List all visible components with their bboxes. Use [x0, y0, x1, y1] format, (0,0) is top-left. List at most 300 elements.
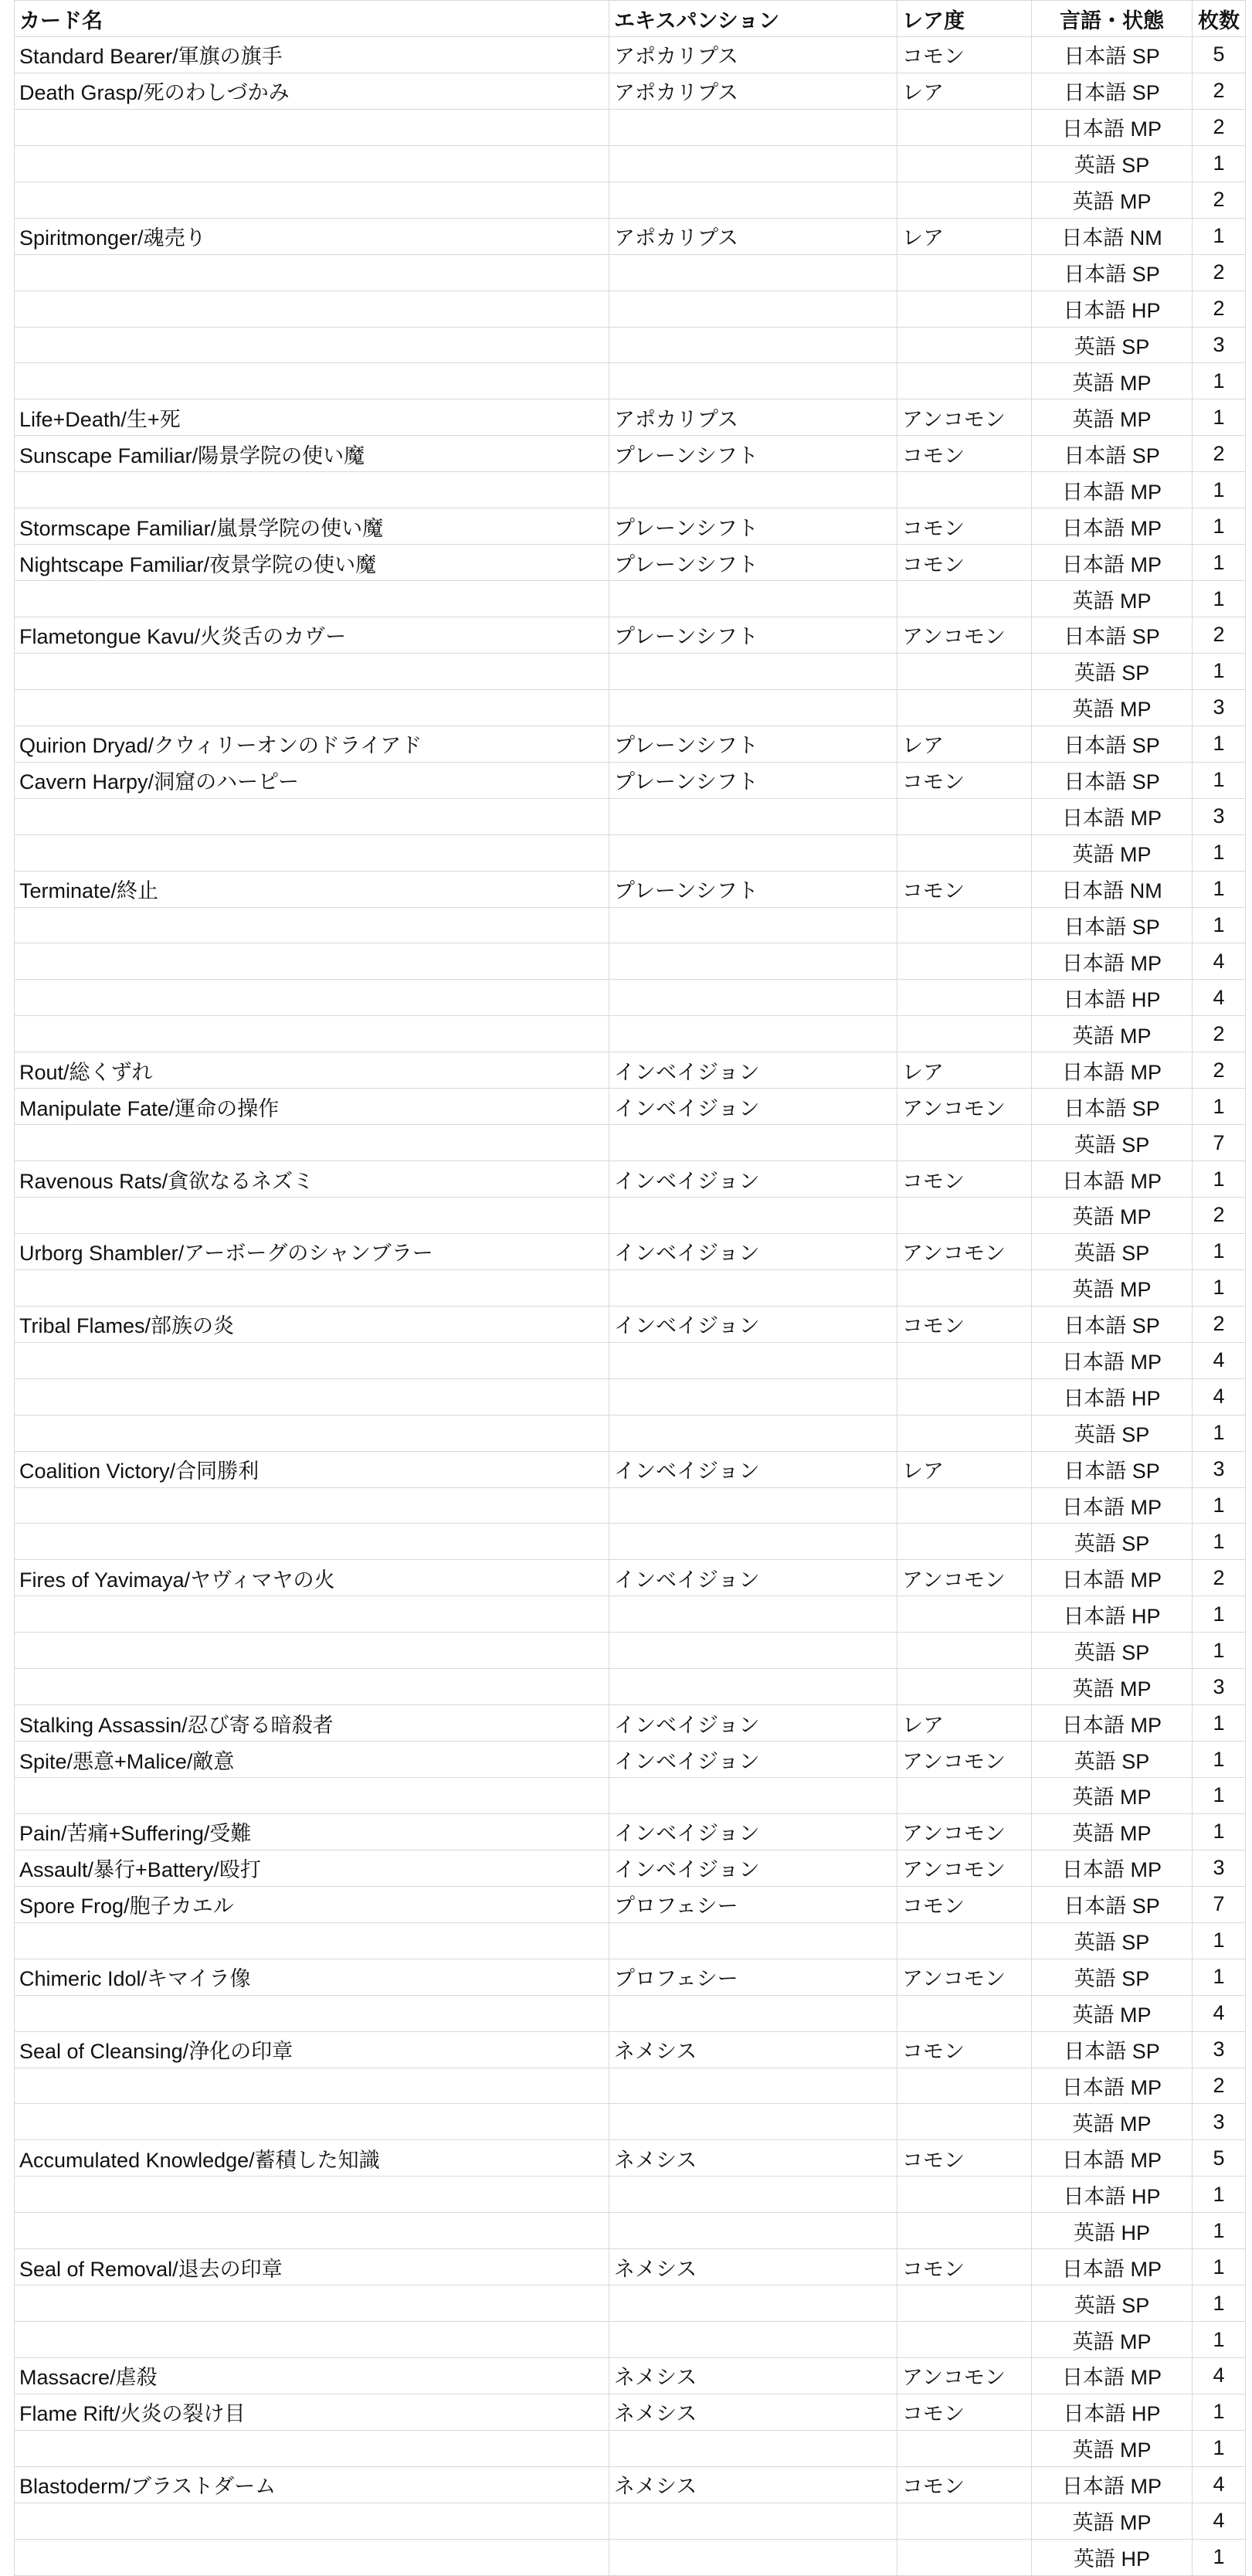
expansion-cell[interactable]: インベイジョン: [609, 1850, 897, 1886]
expansion-cell[interactable]: ネメシス: [609, 2249, 897, 2285]
card-name-cell[interactable]: [15, 798, 609, 834]
quantity-cell[interactable]: 1: [1193, 2430, 1246, 2466]
quantity-cell[interactable]: 1: [1193, 1487, 1246, 1524]
quantity-cell[interactable]: 3: [1193, 1451, 1246, 1487]
expansion-cell[interactable]: [609, 363, 897, 399]
rarity-cell[interactable]: [897, 254, 1032, 291]
expansion-cell[interactable]: [609, 1778, 897, 1814]
expansion-cell[interactable]: [609, 291, 897, 327]
expansion-cell[interactable]: プレーンシフト: [609, 545, 897, 581]
expansion-cell[interactable]: プレーンシフト: [609, 726, 897, 762]
expansion-cell[interactable]: インベイジョン: [609, 1705, 897, 1742]
quantity-cell[interactable]: 2: [1193, 1198, 1246, 1234]
card-name-cell[interactable]: [15, 182, 609, 218]
quantity-cell[interactable]: 4: [1193, 1342, 1246, 1378]
card-name-cell[interactable]: Life+Death/生+死: [15, 399, 609, 436]
quantity-cell[interactable]: 3: [1193, 689, 1246, 726]
quantity-cell[interactable]: 1: [1193, 1233, 1246, 1269]
language-condition-cell[interactable]: 日本語 SP: [1032, 73, 1193, 109]
rarity-cell[interactable]: [897, 1342, 1032, 1378]
card-name-cell[interactable]: [15, 581, 609, 617]
expansion-cell[interactable]: [609, 2177, 897, 2213]
card-name-cell[interactable]: [15, 1633, 609, 1669]
language-condition-cell[interactable]: 日本語 SP: [1032, 726, 1193, 762]
rarity-cell[interactable]: [897, 2068, 1032, 2104]
expansion-cell[interactable]: インベイジョン: [609, 1233, 897, 1269]
card-name-cell[interactable]: [15, 1778, 609, 1814]
language-condition-cell[interactable]: 英語 SP: [1032, 145, 1193, 182]
expansion-cell[interactable]: インベイジョン: [609, 1560, 897, 1596]
expansion-cell[interactable]: [609, 980, 897, 1016]
rarity-cell[interactable]: [897, 1125, 1032, 1161]
language-condition-cell[interactable]: 英語 MP: [1032, 2503, 1193, 2539]
expansion-cell[interactable]: [609, 834, 897, 871]
rarity-cell[interactable]: アンコモン: [897, 617, 1032, 654]
quantity-cell[interactable]: 4: [1193, 1995, 1246, 2031]
rarity-cell[interactable]: [897, 834, 1032, 871]
rarity-cell[interactable]: [897, 2503, 1032, 2539]
quantity-cell[interactable]: 2: [1193, 182, 1246, 218]
rarity-cell[interactable]: [897, 327, 1032, 363]
rarity-cell[interactable]: コモン: [897, 37, 1032, 73]
language-condition-cell[interactable]: 英語 SP: [1032, 1742, 1193, 1778]
quantity-cell[interactable]: 3: [1193, 798, 1246, 834]
rarity-cell[interactable]: [897, 1415, 1032, 1451]
expansion-cell[interactable]: [609, 1487, 897, 1524]
rarity-cell[interactable]: レア: [897, 1451, 1032, 1487]
card-name-cell[interactable]: Death Grasp/死のわしづかみ: [15, 73, 609, 109]
rarity-cell[interactable]: レア: [897, 218, 1032, 254]
quantity-cell[interactable]: 4: [1193, 980, 1246, 1016]
rarity-cell[interactable]: コモン: [897, 762, 1032, 798]
expansion-cell[interactable]: [609, 2503, 897, 2539]
rarity-cell[interactable]: [897, 1633, 1032, 1669]
quantity-cell[interactable]: 1: [1193, 907, 1246, 943]
language-condition-cell[interactable]: 英語 SP: [1032, 1233, 1193, 1269]
language-condition-cell[interactable]: 英語 MP: [1032, 2104, 1193, 2140]
card-name-cell[interactable]: [15, 254, 609, 291]
quantity-cell[interactable]: 1: [1193, 218, 1246, 254]
rarity-cell[interactable]: [897, 1198, 1032, 1234]
language-condition-cell[interactable]: 日本語 SP: [1032, 617, 1193, 654]
language-condition-cell[interactable]: 英語 SP: [1032, 653, 1193, 689]
card-name-cell[interactable]: [15, 1378, 609, 1415]
language-condition-cell[interactable]: 日本語 MP: [1032, 1052, 1193, 1089]
card-name-cell[interactable]: [15, 109, 609, 145]
language-condition-cell[interactable]: 日本語 MP: [1032, 1560, 1193, 1596]
language-condition-cell[interactable]: 英語 SP: [1032, 1633, 1193, 1669]
language-condition-cell[interactable]: 英語 MP: [1032, 1016, 1193, 1052]
expansion-cell[interactable]: [609, 1995, 897, 2031]
rarity-cell[interactable]: コモン: [897, 2394, 1032, 2430]
expansion-cell[interactable]: [609, 1415, 897, 1451]
language-condition-cell[interactable]: 英語 MP: [1032, 182, 1193, 218]
expansion-cell[interactable]: プレーンシフト: [609, 871, 897, 907]
expansion-cell[interactable]: [609, 1669, 897, 1705]
quantity-cell[interactable]: 1: [1193, 762, 1246, 798]
rarity-cell[interactable]: アンコモン: [897, 399, 1032, 436]
rarity-cell[interactable]: [897, 943, 1032, 980]
language-condition-cell[interactable]: 日本語 MP: [1032, 2249, 1193, 2285]
rarity-cell[interactable]: [897, 1778, 1032, 1814]
card-name-cell[interactable]: [15, 1596, 609, 1633]
expansion-cell[interactable]: [609, 1342, 897, 1378]
card-name-cell[interactable]: Seal of Removal/退去の印章: [15, 2249, 609, 2285]
language-condition-cell[interactable]: 英語 SP: [1032, 1959, 1193, 1995]
card-name-cell[interactable]: Ravenous Rats/貪欲なるネズミ: [15, 1161, 609, 1198]
quantity-cell[interactable]: 1: [1193, 1269, 1246, 1306]
rarity-cell[interactable]: [897, 2177, 1032, 2213]
rarity-cell[interactable]: アンコモン: [897, 1813, 1032, 1850]
expansion-cell[interactable]: [609, 254, 897, 291]
card-name-cell[interactable]: [15, 1198, 609, 1234]
rarity-cell[interactable]: [897, 291, 1032, 327]
language-condition-cell[interactable]: 英語 MP: [1032, 1995, 1193, 2031]
card-name-cell[interactable]: Fires of Yavimaya/ヤヴィマヤの火: [15, 1560, 609, 1596]
language-condition-cell[interactable]: 英語 MP: [1032, 689, 1193, 726]
rarity-cell[interactable]: アンコモン: [897, 1742, 1032, 1778]
rarity-cell[interactable]: アンコモン: [897, 1959, 1032, 1995]
expansion-cell[interactable]: ネメシス: [609, 2394, 897, 2430]
rarity-cell[interactable]: コモン: [897, 1306, 1032, 1342]
quantity-cell[interactable]: 2: [1193, 254, 1246, 291]
language-condition-cell[interactable]: 日本語 MP: [1032, 943, 1193, 980]
rarity-cell[interactable]: [897, 145, 1032, 182]
rarity-cell[interactable]: コモン: [897, 545, 1032, 581]
card-name-cell[interactable]: [15, 291, 609, 327]
quantity-cell[interactable]: 1: [1193, 1524, 1246, 1560]
rarity-cell[interactable]: [897, 1669, 1032, 1705]
language-condition-cell[interactable]: 日本語 SP: [1032, 1886, 1193, 1922]
expansion-cell[interactable]: [609, 1633, 897, 1669]
card-name-cell[interactable]: Standard Bearer/軍旗の旗手: [15, 37, 609, 73]
quantity-cell[interactable]: 2: [1193, 2068, 1246, 2104]
expansion-cell[interactable]: [609, 145, 897, 182]
rarity-cell[interactable]: [897, 2539, 1032, 2575]
card-name-cell[interactable]: Stormscape Familiar/嵐景学院の使い魔: [15, 508, 609, 545]
card-name-cell[interactable]: Massacre/虐殺: [15, 2358, 609, 2394]
expansion-cell[interactable]: インベイジョン: [609, 1089, 897, 1125]
quantity-cell[interactable]: 4: [1193, 2466, 1246, 2503]
expansion-cell[interactable]: [609, 2539, 897, 2575]
rarity-cell[interactable]: コモン: [897, 2140, 1032, 2177]
language-condition-cell[interactable]: 日本語 MP: [1032, 2068, 1193, 2104]
quantity-cell[interactable]: 4: [1193, 943, 1246, 980]
expansion-cell[interactable]: [609, 109, 897, 145]
card-name-cell[interactable]: [15, 2539, 609, 2575]
rarity-cell[interactable]: アンコモン: [897, 1089, 1032, 1125]
language-condition-cell[interactable]: 英語 MP: [1032, 2430, 1193, 2466]
card-name-cell[interactable]: [15, 980, 609, 1016]
expansion-cell[interactable]: [609, 1922, 897, 1959]
rarity-cell[interactable]: [897, 2322, 1032, 2358]
rarity-cell[interactable]: [897, 653, 1032, 689]
quantity-cell[interactable]: 1: [1193, 1705, 1246, 1742]
quantity-cell[interactable]: 4: [1193, 2503, 1246, 2539]
card-name-cell[interactable]: Flame Rift/火炎の裂け目: [15, 2394, 609, 2430]
expansion-cell[interactable]: [609, 2104, 897, 2140]
card-name-cell[interactable]: [15, 943, 609, 980]
card-name-cell[interactable]: [15, 2430, 609, 2466]
language-condition-cell[interactable]: 英語 SP: [1032, 327, 1193, 363]
card-name-cell[interactable]: Assault/暴行+Battery/殴打: [15, 1850, 609, 1886]
quantity-cell[interactable]: 1: [1193, 1959, 1246, 1995]
quantity-cell[interactable]: 5: [1193, 2140, 1246, 2177]
quantity-cell[interactable]: 2: [1193, 1016, 1246, 1052]
card-name-cell[interactable]: [15, 2503, 609, 2539]
card-name-cell[interactable]: [15, 834, 609, 871]
quantity-cell[interactable]: 1: [1193, 399, 1246, 436]
quantity-cell[interactable]: 1: [1193, 871, 1246, 907]
expansion-cell[interactable]: [609, 472, 897, 508]
language-condition-cell[interactable]: 日本語 NM: [1032, 218, 1193, 254]
language-condition-cell[interactable]: 日本語 MP: [1032, 1342, 1193, 1378]
quantity-cell[interactable]: 1: [1193, 1742, 1246, 1778]
card-name-cell[interactable]: Rout/総くずれ: [15, 1052, 609, 1089]
quantity-cell[interactable]: 1: [1193, 581, 1246, 617]
card-name-cell[interactable]: Quirion Dryad/クウィリーオンのドライアド: [15, 726, 609, 762]
language-condition-cell[interactable]: 英語 SP: [1032, 1125, 1193, 1161]
card-name-cell[interactable]: [15, 1342, 609, 1378]
language-condition-cell[interactable]: 日本語 HP: [1032, 291, 1193, 327]
card-name-cell[interactable]: [15, 363, 609, 399]
rarity-cell[interactable]: コモン: [897, 1161, 1032, 1198]
language-condition-cell[interactable]: 日本語 HP: [1032, 1596, 1193, 1633]
card-name-cell[interactable]: Cavern Harpy/洞窟のハーピー: [15, 762, 609, 798]
language-condition-cell[interactable]: 日本語 NM: [1032, 871, 1193, 907]
quantity-cell[interactable]: 2: [1193, 109, 1246, 145]
expansion-cell[interactable]: [609, 1198, 897, 1234]
language-condition-cell[interactable]: 日本語 MP: [1032, 1850, 1193, 1886]
quantity-cell[interactable]: 3: [1193, 327, 1246, 363]
language-condition-cell[interactable]: 日本語 MP: [1032, 109, 1193, 145]
language-condition-cell[interactable]: 英語 SP: [1032, 1922, 1193, 1959]
quantity-cell[interactable]: 7: [1193, 1886, 1246, 1922]
quantity-cell[interactable]: 2: [1193, 1306, 1246, 1342]
rarity-cell[interactable]: [897, 182, 1032, 218]
card-name-cell[interactable]: Pain/苦痛+Suffering/受難: [15, 1813, 609, 1850]
quantity-cell[interactable]: 2: [1193, 1052, 1246, 1089]
language-condition-cell[interactable]: 日本語 SP: [1032, 2031, 1193, 2068]
quantity-cell[interactable]: 1: [1193, 726, 1246, 762]
card-name-cell[interactable]: Nightscape Familiar/夜景学院の使い魔: [15, 545, 609, 581]
language-condition-cell[interactable]: 日本語 SP: [1032, 907, 1193, 943]
language-condition-cell[interactable]: 日本語 MP: [1032, 2140, 1193, 2177]
expansion-cell[interactable]: ネメシス: [609, 2031, 897, 2068]
card-name-cell[interactable]: Spore Frog/胞子カエル: [15, 1886, 609, 1922]
rarity-cell[interactable]: [897, 980, 1032, 1016]
quantity-cell[interactable]: 1: [1193, 1415, 1246, 1451]
quantity-cell[interactable]: 3: [1193, 1850, 1246, 1886]
language-condition-cell[interactable]: 英語 MP: [1032, 1813, 1193, 1850]
rarity-cell[interactable]: [897, 1995, 1032, 2031]
expansion-cell[interactable]: [609, 2285, 897, 2322]
rarity-cell[interactable]: [897, 581, 1032, 617]
language-condition-cell[interactable]: 英語 HP: [1032, 2213, 1193, 2249]
expansion-cell[interactable]: プロフェシー: [609, 1959, 897, 1995]
rarity-cell[interactable]: [897, 1596, 1032, 1633]
rarity-cell[interactable]: [897, 472, 1032, 508]
rarity-cell[interactable]: コモン: [897, 436, 1032, 472]
rarity-cell[interactable]: [897, 2104, 1032, 2140]
language-condition-cell[interactable]: 日本語 HP: [1032, 980, 1193, 1016]
quantity-cell[interactable]: 3: [1193, 2031, 1246, 2068]
expansion-cell[interactable]: [609, 182, 897, 218]
card-name-cell[interactable]: [15, 1995, 609, 2031]
card-name-cell[interactable]: Sunscape Familiar/陽景学院の使い魔: [15, 436, 609, 472]
quantity-cell[interactable]: 4: [1193, 1378, 1246, 1415]
expansion-cell[interactable]: プロフェシー: [609, 1886, 897, 1922]
quantity-cell[interactable]: 1: [1193, 653, 1246, 689]
language-condition-cell[interactable]: 日本語 HP: [1032, 2177, 1193, 2213]
language-condition-cell[interactable]: 英語 SP: [1032, 1524, 1193, 1560]
expansion-cell[interactable]: ネメシス: [609, 2140, 897, 2177]
language-condition-cell[interactable]: 英語 MP: [1032, 1198, 1193, 1234]
card-name-cell[interactable]: Tribal Flames/部族の炎: [15, 1306, 609, 1342]
card-name-cell[interactable]: [15, 327, 609, 363]
language-condition-cell[interactable]: 英語 MP: [1032, 1669, 1193, 1705]
card-name-cell[interactable]: [15, 1524, 609, 1560]
quantity-cell[interactable]: 2: [1193, 1560, 1246, 1596]
language-condition-cell[interactable]: 英語 MP: [1032, 581, 1193, 617]
card-name-cell[interactable]: Urborg Shambler/アーボーグのシャンブラー: [15, 1233, 609, 1269]
expansion-cell[interactable]: アポカリプス: [609, 37, 897, 73]
quantity-cell[interactable]: 1: [1193, 545, 1246, 581]
expansion-cell[interactable]: インベイジョン: [609, 1742, 897, 1778]
language-condition-cell[interactable]: 日本語 SP: [1032, 1451, 1193, 1487]
language-condition-cell[interactable]: 日本語 SP: [1032, 254, 1193, 291]
rarity-cell[interactable]: コモン: [897, 1886, 1032, 1922]
rarity-cell[interactable]: コモン: [897, 508, 1032, 545]
expansion-cell[interactable]: [609, 1016, 897, 1052]
expansion-cell[interactable]: [609, 2430, 897, 2466]
card-name-cell[interactable]: Stalking Assassin/忍び寄る暗殺者: [15, 1705, 609, 1742]
expansion-cell[interactable]: [609, 1269, 897, 1306]
language-condition-cell[interactable]: 日本語 HP: [1032, 2394, 1193, 2430]
expansion-cell[interactable]: [609, 581, 897, 617]
expansion-cell[interactable]: インベイジョン: [609, 1813, 897, 1850]
card-name-cell[interactable]: [15, 2068, 609, 2104]
rarity-cell[interactable]: [897, 1524, 1032, 1560]
language-condition-cell[interactable]: 日本語 MP: [1032, 2358, 1193, 2394]
rarity-cell[interactable]: アンコモン: [897, 1850, 1032, 1886]
language-condition-cell[interactable]: 日本語 HP: [1032, 1378, 1193, 1415]
expansion-cell[interactable]: [609, 653, 897, 689]
quantity-cell[interactable]: 1: [1193, 2213, 1246, 2249]
language-condition-cell[interactable]: 日本語 MP: [1032, 1161, 1193, 1198]
card-name-cell[interactable]: [15, 907, 609, 943]
quantity-cell[interactable]: 1: [1193, 2539, 1246, 2575]
rarity-cell[interactable]: コモン: [897, 2466, 1032, 2503]
expansion-cell[interactable]: インベイジョン: [609, 1451, 897, 1487]
card-name-cell[interactable]: [15, 653, 609, 689]
language-condition-cell[interactable]: 英語 MP: [1032, 399, 1193, 436]
quantity-cell[interactable]: 3: [1193, 1669, 1246, 1705]
expansion-cell[interactable]: ネメシス: [609, 2358, 897, 2394]
expansion-cell[interactable]: アポカリプス: [609, 218, 897, 254]
rarity-cell[interactable]: [897, 2285, 1032, 2322]
expansion-cell[interactable]: [609, 689, 897, 726]
language-condition-cell[interactable]: 日本語 MP: [1032, 472, 1193, 508]
card-name-cell[interactable]: [15, 2285, 609, 2322]
language-condition-cell[interactable]: 英語 MP: [1032, 1269, 1193, 1306]
quantity-cell[interactable]: 1: [1193, 363, 1246, 399]
card-name-cell[interactable]: [15, 1415, 609, 1451]
card-name-cell[interactable]: Flametongue Kavu/火炎舌のカヴー: [15, 617, 609, 654]
rarity-cell[interactable]: コモン: [897, 2031, 1032, 2068]
card-name-cell[interactable]: Spiritmonger/魂売り: [15, 218, 609, 254]
rarity-cell[interactable]: [897, 109, 1032, 145]
quantity-cell[interactable]: 1: [1193, 2322, 1246, 2358]
language-condition-cell[interactable]: 日本語 MP: [1032, 545, 1193, 581]
rarity-cell[interactable]: [897, 1922, 1032, 1959]
quantity-cell[interactable]: 1: [1193, 145, 1246, 182]
quantity-cell[interactable]: 2: [1193, 617, 1246, 654]
rarity-cell[interactable]: アンコモン: [897, 2358, 1032, 2394]
quantity-cell[interactable]: 2: [1193, 436, 1246, 472]
card-name-cell[interactable]: [15, 1487, 609, 1524]
language-condition-cell[interactable]: 英語 MP: [1032, 2322, 1193, 2358]
quantity-cell[interactable]: 1: [1193, 1778, 1246, 1814]
language-condition-cell[interactable]: 日本語 SP: [1032, 762, 1193, 798]
card-name-cell[interactable]: Seal of Cleansing/浄化の印章: [15, 2031, 609, 2068]
rarity-cell[interactable]: [897, 798, 1032, 834]
expansion-cell[interactable]: プレーンシフト: [609, 508, 897, 545]
card-name-cell[interactable]: Accumulated Knowledge/蓄積した知識: [15, 2140, 609, 2177]
language-condition-cell[interactable]: 英語 HP: [1032, 2539, 1193, 2575]
language-condition-cell[interactable]: 英語 MP: [1032, 834, 1193, 871]
card-name-cell[interactable]: [15, 689, 609, 726]
expansion-cell[interactable]: [609, 943, 897, 980]
language-condition-cell[interactable]: 日本語 MP: [1032, 1705, 1193, 1742]
expansion-cell[interactable]: [609, 2213, 897, 2249]
language-condition-cell[interactable]: 英語 MP: [1032, 1778, 1193, 1814]
quantity-cell[interactable]: 1: [1193, 1161, 1246, 1198]
quantity-cell[interactable]: 5: [1193, 37, 1246, 73]
expansion-cell[interactable]: アポカリプス: [609, 399, 897, 436]
card-name-cell[interactable]: Coalition Victory/合同勝利: [15, 1451, 609, 1487]
quantity-cell[interactable]: 2: [1193, 291, 1246, 327]
expansion-cell[interactable]: インベイジョン: [609, 1052, 897, 1089]
card-name-cell[interactable]: [15, 1125, 609, 1161]
expansion-cell[interactable]: [609, 1378, 897, 1415]
quantity-cell[interactable]: 1: [1193, 2249, 1246, 2285]
expansion-cell[interactable]: [609, 907, 897, 943]
card-name-cell[interactable]: [15, 2322, 609, 2358]
card-name-cell[interactable]: Chimeric Idol/キマイラ像: [15, 1959, 609, 1995]
language-condition-cell[interactable]: 英語 MP: [1032, 363, 1193, 399]
rarity-cell[interactable]: [897, 1016, 1032, 1052]
quantity-cell[interactable]: 1: [1193, 1596, 1246, 1633]
quantity-cell[interactable]: 2: [1193, 73, 1246, 109]
quantity-cell[interactable]: 1: [1193, 1633, 1246, 1669]
card-name-cell[interactable]: Manipulate Fate/運命の操作: [15, 1089, 609, 1125]
language-condition-cell[interactable]: 日本語 SP: [1032, 436, 1193, 472]
expansion-cell[interactable]: [609, 1596, 897, 1633]
rarity-cell[interactable]: レア: [897, 1705, 1032, 1742]
expansion-cell[interactable]: [609, 1524, 897, 1560]
rarity-cell[interactable]: [897, 1269, 1032, 1306]
language-condition-cell[interactable]: 日本語 SP: [1032, 37, 1193, 73]
quantity-cell[interactable]: 4: [1193, 2358, 1246, 2394]
card-name-cell[interactable]: Spite/悪意+Malice/敵意: [15, 1742, 609, 1778]
card-name-cell[interactable]: [15, 2177, 609, 2213]
language-condition-cell[interactable]: 日本語 SP: [1032, 1089, 1193, 1125]
quantity-cell[interactable]: 1: [1193, 1813, 1246, 1850]
expansion-cell[interactable]: プレーンシフト: [609, 617, 897, 654]
expansion-cell[interactable]: インベイジョン: [609, 1161, 897, 1198]
quantity-cell[interactable]: 1: [1193, 472, 1246, 508]
